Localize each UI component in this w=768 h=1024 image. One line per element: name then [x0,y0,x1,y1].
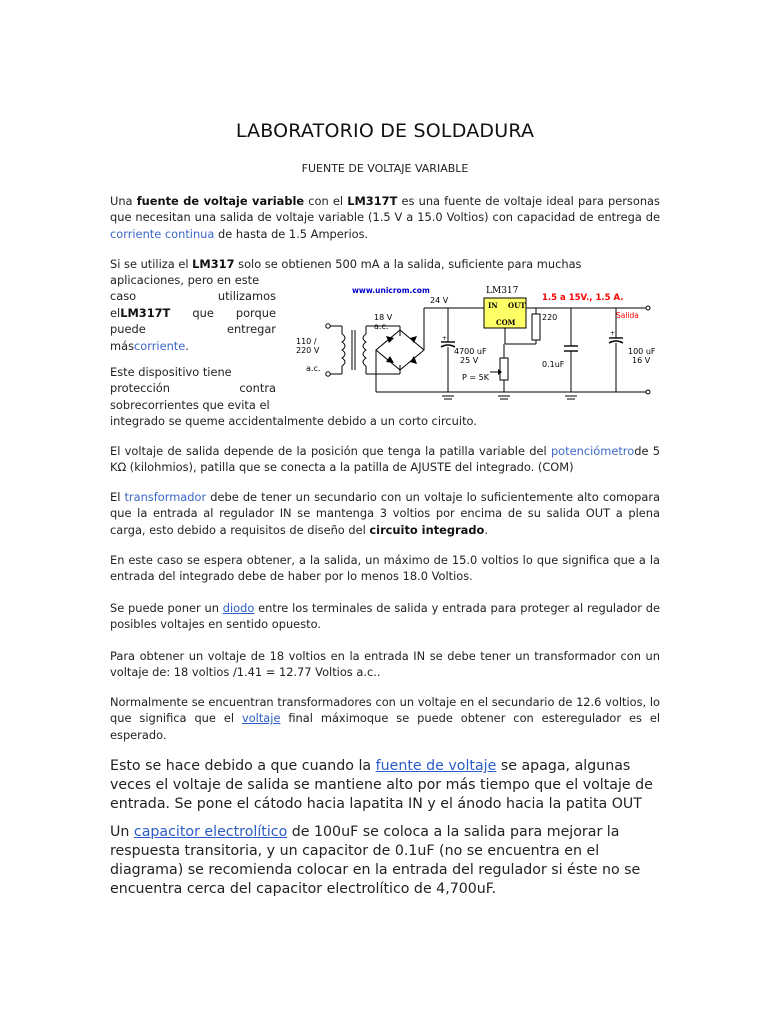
transformer-primary [342,334,345,366]
link-corriente[interactable]: corriente [134,338,186,353]
paragraph-18-voltios: Para obtener un voltaje de 18 voltios en la entrada IN se debe tener un transformador con un voltaje de: 18 voltios /1.41 = 12.77 Voltios a.c.. [110,649,660,680]
chip-label: LM317 [486,286,519,296]
paragraph-potenciometro: El voltaje de salida depende de la posición que tenga la patilla variable del potenciómetrode 5 KΩ (kilohmios), patilla que se conecta a la patilla de AJUSTE del integrado. (COM) [110,444,661,475]
paragraph-transformador: El transformador debe de tener un secundario con un voltaje lo suficientemente alto comopara que la entrada al regulador IN se mantenga 3 voltios por encima de su salida OUT a plena carga, esto debido a requisitos de diseño del circuito integrado. [110,490,660,537]
svg-text:110 /: 110 / [296,337,317,346]
potentiometer [500,358,508,380]
salida-label: Salida [616,311,639,320]
svg-text:+: + [610,330,616,337]
svg-text:+: + [442,335,448,342]
svg-text:OUT: OUT [508,301,526,310]
svg-text:220 V: 220 V [296,346,320,355]
link-potenciometro[interactable]: potenciómetro [550,444,635,458]
link-voltaje[interactable]: voltaje [241,711,281,726]
paragraph-12-6-voltios: Normalmente se encuentran transformadores con un voltaje en el secundario de 12.6 voltios, lo que significa que el voltaje final máximoque se puede obtener con esteregulador es el esperado. [110,695,660,742]
link-fuente-de-voltaje[interactable]: fuente de voltaje [375,758,497,774]
svg-text:220: 220 [542,313,558,322]
svg-text:16 V: 16 V [632,356,651,365]
svg-text:4700 uF: 4700 uF [454,347,487,356]
svg-text:IN: IN [488,301,498,310]
paragraph-15-voltios: En este caso se espera obtener, a la salida, un máximo de 15.0 voltios lo que significa que a la entrada del integrado debe de haber por lo menos 18.0 Voltios. [110,553,660,584]
svg-text:24 V: 24 V [430,296,449,305]
site-label: www.unicrom.com [352,286,430,295]
paragraph-fuente-apaga: Esto se hace debido a que cuando la fuente de voltaje se apaga, algunas veces el voltaje de salida se mantiene alto por más tiempo que el voltaje de entrada. Se pone el cátodo hacia lapatita IN y el ánodo hacia la patita OUT [110,758,653,812]
paragraph-capacitor: Un capacitor electrolítico de 100uF se coloca a la salida para mejorar la respuesta transitoria, y un capacitor de 0.1uF (no se encuentra en el diagrama) se recomienda colocar en la entrada del regulador si éste no se encuentra cerca del capacitor electrolítico de 4,700uF. [110,824,641,897]
paragraph-lm317-line1: Si se utiliza el LM317 solo se obtienen 500 mA a la salida, suficiente para muchas [110,257,582,271]
output-range-label: 1.5 a 15V., 1.5 A. [542,293,624,303]
resistor-220 [532,314,540,340]
link-capacitor-electrolitico[interactable]: capacitor electrolítico [133,824,288,840]
circuit-diagram [286,280,660,408]
link-transformador[interactable]: transformador [124,490,207,504]
paragraph-diodo: Se puede poner un diodo entre los terminales de salida y entrada para proteger al regulador de posibles voltajes en sentido opuesto. [110,601,660,632]
svg-text:COM: COM [496,318,516,327]
svg-text:18 V: 18 V [374,313,393,322]
svg-text:P = 5K: P = 5K [462,373,489,382]
transformer-secondary [363,334,366,366]
page-title: LABORATORIO DE SOLDADURA [235,120,535,142]
paragraph-intro: Una fuente de voltaje variable con el LM317T es una fuente de voltaje ideal para personas que necesitan una salida de voltaje variable (1.5 V a 15.0 Voltios) con capacidad de entrega de corriente continua de hasta de 1.5 Amperios. [110,194,660,241]
svg-text:a.c.: a.c. [374,322,389,331]
paragraph-proteccion: Este dispositivo tiene protección contra sobrecorrientes que evita el integrado se queme accidentalmente debido a un corto circuito. [110,365,477,429]
link-corriente-continua[interactable]: corriente continua [110,226,215,241]
link-diodo[interactable]: diodo [222,601,255,615]
svg-text:a.c.: a.c. [306,364,321,373]
paragraph-lm317-wrap: aplicaciones, pero en este caso utilizamos elLM317T que porque puede entregar máscorriente. [110,273,276,353]
svg-text:25 V: 25 V [460,356,479,365]
svg-text:100 uF: 100 uF [628,347,656,356]
page-subtitle: FUENTE DE VOLTAJE VARIABLE [301,162,469,175]
svg-text:0.1uF: 0.1uF [542,360,565,369]
